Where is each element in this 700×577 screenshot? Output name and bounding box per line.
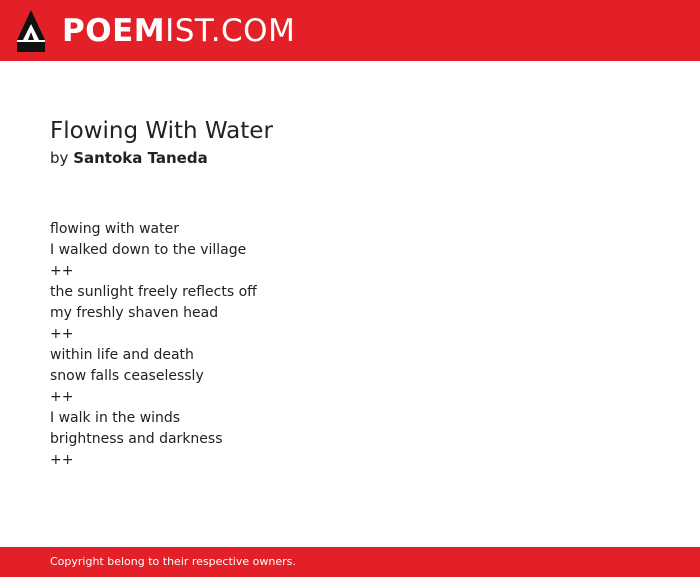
poem-body [50,219,650,471]
poem-content [50,115,650,471]
brand-light: IST.COM [165,13,296,49]
poem-line: my freshly shaven head [50,305,219,321]
site-footer [0,547,700,577]
poem-line: ++ [50,389,74,405]
author-name[interactable]: Santoka Taneda [73,149,208,167]
poem-line: the sunlight freely reflects off [50,284,257,300]
pencil-tip-icon[interactable] [17,10,45,52]
poem-line: flowing with water [50,221,179,237]
poem-line: I walked down to the village [50,242,247,258]
poem-line: brightness and darkness [50,431,223,447]
site-logo-text[interactable] [62,11,295,51]
poem-line: I walk in the winds [50,410,181,426]
brand-bold: POEM [62,13,166,49]
by-label: by [50,149,69,167]
poem-title: Flowing With Water [50,118,273,144]
poem-line: snow falls ceaselessly [50,368,204,384]
byline [50,147,650,169]
site-header [0,0,700,61]
copyright-text: Copyright belong to their respective owners. [50,555,296,568]
poem-line: ++ [50,326,74,342]
poem-line: within life and death [50,347,194,363]
poem-line: ++ [50,452,74,468]
poem-line: ++ [50,263,74,279]
